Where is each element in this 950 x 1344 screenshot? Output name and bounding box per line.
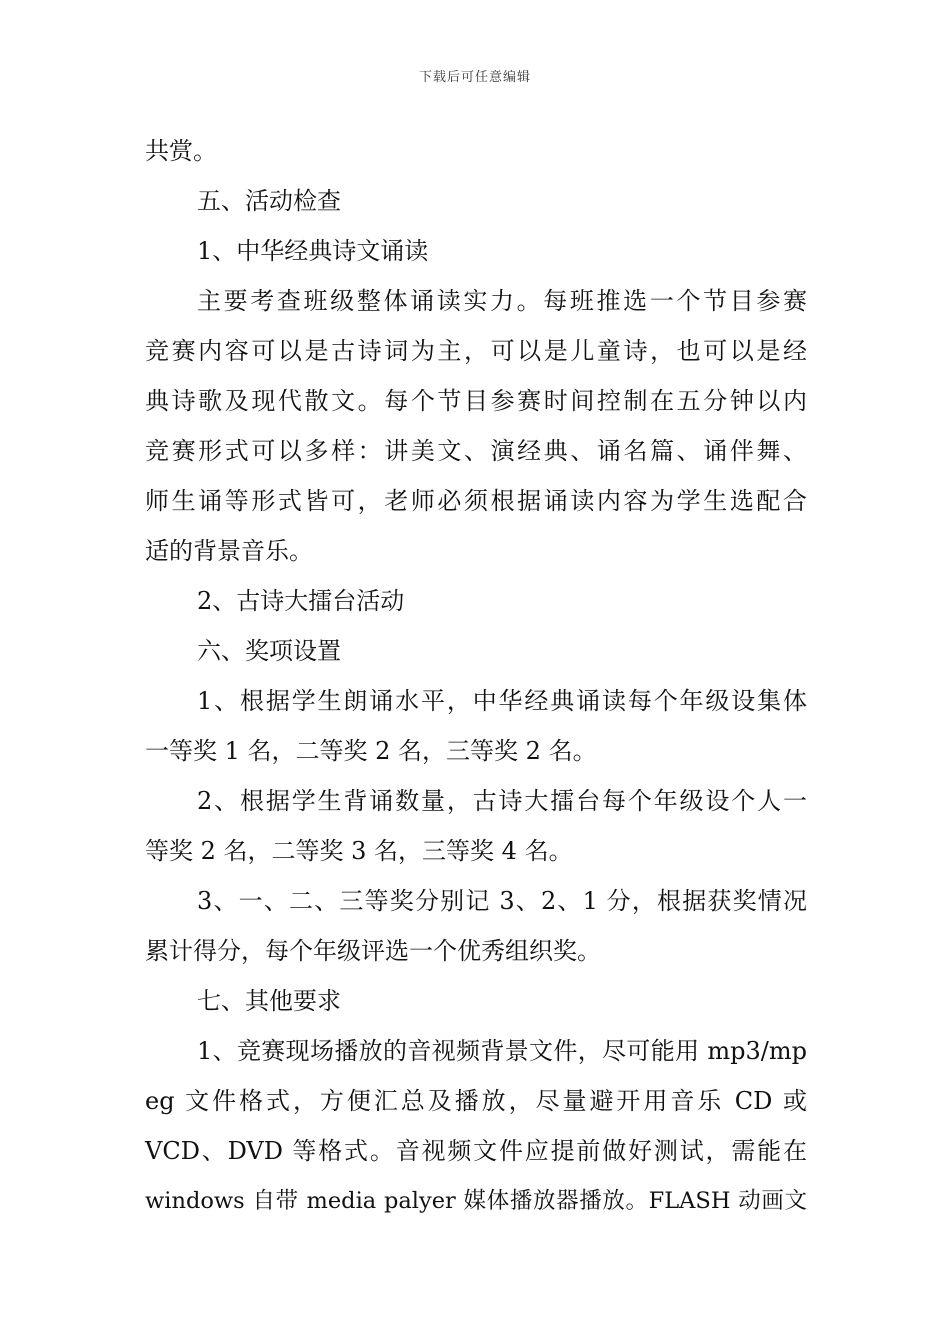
text-line: 1、竞赛现场播放的音视频背景文件，尽可能用 mp3/mp	[197, 1037, 807, 1065]
text-line: 2、根据学生背诵数量，古诗大擂台每个年级设个人一	[197, 787, 807, 815]
subsection-heading: 2、古诗大擂台活动	[197, 587, 405, 615]
page-header: 下载后可任意编辑	[418, 70, 531, 85]
text-line: 典诗歌及现代散文。每个节目参赛时间控制在五分钟以内	[145, 387, 807, 415]
document-body	[145, 126, 807, 1226]
text-line: 竞赛内容可以是古诗词为主，可以是儿童诗，也可以是经	[145, 337, 807, 365]
text-line: windows 自带 media palyer 媒体播放器播放。FLASH 动画文	[145, 1188, 807, 1214]
text-line: 共赏。	[145, 137, 217, 165]
section-heading: 六、奖项设置	[197, 637, 341, 665]
text-line: 竞赛形式可以多样：讲美文、演经典、诵名篇、诵伴舞、	[145, 437, 807, 465]
text-line: eg 文件格式，方便汇总及播放，尽量避开用音乐 CD 或	[145, 1087, 807, 1115]
section-heading: 七、其他要求	[197, 987, 341, 1015]
text-line: 累计得分，每个年级评选一个优秀组织奖。	[145, 937, 601, 965]
text-line: 等奖 2 名，二等奖 3 名，三等奖 4 名。	[145, 837, 573, 865]
text-line: 1、根据学生朗诵水平，中华经典诵读每个年级设集体	[197, 687, 807, 715]
section-heading: 五、活动检查	[197, 187, 341, 215]
text-line: 适的背景音乐。	[145, 537, 313, 565]
text-line: 一等奖 1 名，二等奖 2 名，三等奖 2 名。	[145, 737, 597, 765]
text-line: VCD、DVD 等格式。音视频文件应提前做好测试，需能在	[145, 1137, 807, 1165]
text-line: 师生诵等形式皆可，老师必须根据诵读内容为学生选配合	[145, 487, 807, 515]
text-line: 3、一、二、三等奖分别记 3、2、1 分，根据获奖情况	[197, 887, 807, 915]
subsection-heading: 1、中华经典诗文诵读	[197, 237, 429, 265]
text-line: 主要考查班级整体诵读实力。每班推选一个节目参赛	[197, 287, 807, 315]
